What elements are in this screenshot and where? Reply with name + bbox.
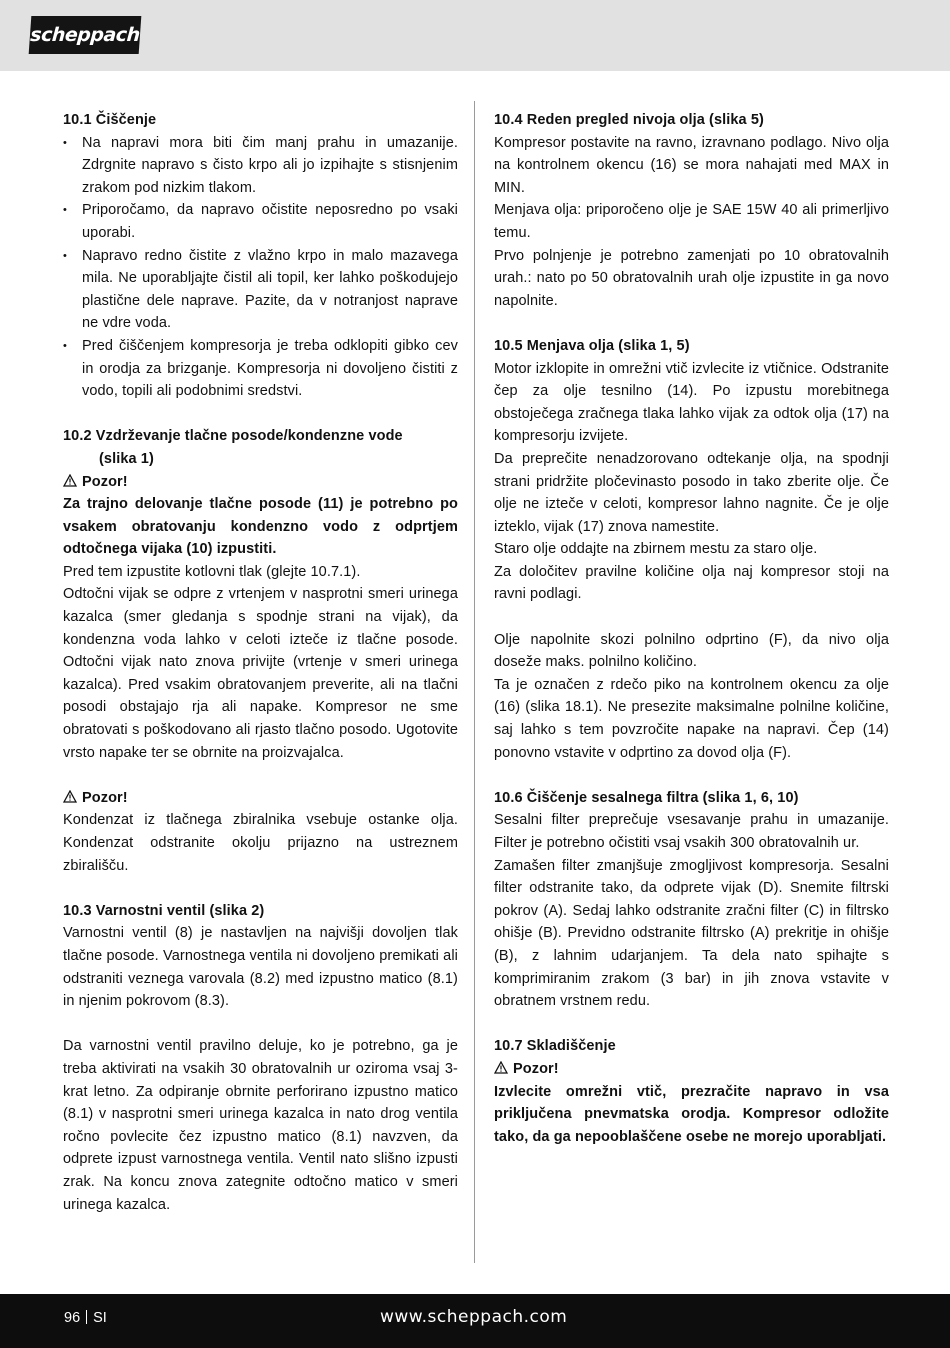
page-footer: [0, 1294, 950, 1348]
warning-heading: [494, 1058, 889, 1081]
paragraph: Da varnostni ventil pravilno deluje, ko je potrebno, ga je treba aktivirati na vsakih 30 obratovalnih ur oziroma vsaj 3-krat letno. Za odpiranje obrnite perforirano izpustno matico (8.1) v nasprotni smeri urinega kazalca in nato drog ventila ročno povlecite čez izpustno matico (8.1) navzven, da odprete izpust varnostnega ventila. Ventil nato slišno izpusti zrak. Na koncu znova zategnite odtočno matico v smeri urinega kazalca.: [63, 1038, 458, 1213]
paragraph: Da preprečite nenadzorovano odtekanje olja, na spodnji strani pridržite pločevinasto posodo in tako zberite olje. Če olje ne izteče v celoti, kompresor lahno nagnite. Če je olje izteklo, vijak (17) znova namestite.: [494, 450, 889, 535]
page-indicator: [64, 1310, 107, 1326]
paragraph: Pred tem izpustite kotlovni tlak (glejte 10.7.1).: [63, 563, 361, 580]
warning-triangle-icon: [63, 790, 77, 803]
section-10-5-title: 10.5 Menjava olja (slika 1, 5): [494, 337, 690, 354]
website-link[interactable]: www.scheppach.com: [380, 1307, 568, 1327]
language-code: SI: [93, 1310, 107, 1326]
section-10-3-title: 10.3 Varnostni ventil (slika 2): [63, 902, 265, 919]
list-item: • Priporočamo, da napravo očistite neposredno po vsaki uporabi.: [63, 199, 458, 244]
left-column: [63, 109, 458, 1216]
warning-triangle-icon: [494, 1061, 508, 1074]
paragraph: Menjava olja: priporočeno olje je SAE 15W 40 ali primerljivo temu.: [494, 202, 889, 241]
paragraph: Prvo polnjenje je potrebno zamenjati po 10 obratovalnih urah.: nato po 50 obratovalnih urah olje izpustite in ga novo napolnite.: [494, 247, 889, 309]
warning-heading: [63, 471, 458, 494]
section-10-4-title: 10.4 Reden pregled nivoja olja (slika 5): [494, 112, 764, 128]
paragraph: Odtočni vijak se odpre z vrtenjem v nasprotni smeri urinega kazalca (smer gledanja s spodnje strani na vijak), da kondenzna voda lahko v celoti izteče iz tlačne posode. Odtočni vijak nato znova privijte (vrtenje v smeri urinega kazalca). Pred vsakim obratovanjem preverite, ali na tlačni posodi obstajajo rja ali napake. Kompresor ne sme obratovati s poškodovano ali rjasto tlačno posodo. Ugotovite vrsto napake ter se obrnite na proizvajalca.: [63, 586, 458, 761]
column-divider: [474, 101, 475, 1263]
list-item: • Napravo redno čistite z vlažno krpo in malo mazavega mila. Ne uporabljajte čistil ali topil, ker lahko poškodujejo plastične dele naprave. Pazite, da v notranjost naprave ne vdre voda.: [63, 245, 458, 335]
section-10-2-subtitle: (slika 1): [99, 450, 154, 467]
warning-heading: [63, 787, 458, 810]
warning-label: Pozor!: [82, 473, 128, 490]
paragraph: Kompresor postavite na ravno, izravnano podlago. Nivo olja na kontrolnem okencu (16) se mora nahajati med MAX in MIN.: [494, 134, 889, 196]
storage-warning-text: Izvlecite omrežni vtič, prezračite napravo in vsa priključena pnevmatska orodja. Kompresor odložite tako, da ga nepooblaščene osebe ne morejo uporabljati.: [494, 1083, 889, 1145]
paragraph: Staro olje oddajte na zbirnem mestu za staro olje.: [494, 541, 818, 558]
warning-triangle-icon: [63, 474, 77, 487]
list-item: • Na napravi mora biti čim manj prahu in umazanije. Zdrgnite napravo s čisto krpo ali jo izpihajte s stisnjenim zrakom pod nizkim tlakom.: [63, 132, 458, 200]
paragraph: Varnostni ventil (8) je nastavljen na najvišji dovoljen tlak tlačne posode. Varnostnega ventila ni dovoljeno premikati ali odstraniti veznega varovala (8.2) med izpustno matico (8.1) in njenim pokrovom (8.3).: [63, 925, 458, 1010]
warning-label: Pozor!: [513, 1060, 559, 1077]
paragraph: Zamašen filter zmanjšuje zmogljivost kompresorja. Sesalni filter odstranite tako, da odprete vijak (D). Snemite filtrski pokrov (A). Sedaj lahko odstranite zračni filter (C) in filtrsko ohišje (B). Previdno odstranite filtrsko (A) prekritje in ohišje (B), z lahnim udarjanjem. Ta dela nato spihajte s komprimiranim zrakom (3 bar) in jih znova vstavite v obratnem vrstnem redu.: [494, 857, 889, 1010]
section-10-2-title: 10.2 Vzdrževanje tlačne posode/kondenzne vode: [63, 428, 403, 445]
paragraph: Za določitev pravilne količine olja naj kompresor stoji na ravni podlagi.: [494, 563, 889, 603]
page-header: [0, 0, 950, 71]
separator: [86, 1310, 87, 1324]
section-10-7-title: 10.7 Skladiščenje: [494, 1038, 616, 1055]
cleaning-bullet-list: [63, 132, 458, 403]
scheppach-logo: scheppach: [29, 16, 142, 54]
section-10-1-title: 10.1 Čiščenje: [63, 112, 157, 128]
paragraph: Sesalni filter preprečuje vsesavanje prahu in umazanije. Filter je potrebno očistiti vsaj vsakih 300 obratovalnih ur.: [494, 812, 889, 851]
paragraph: Olje napolnite skozi polnilno odprtino (F), da nivo olja doseže maks. polnilno količino.: [494, 631, 889, 671]
page-number: 96: [64, 1310, 81, 1326]
paragraph: Ta je označen z rdečo piko na kontrolnem okencu za olje (16) (slika 18.1). Ne presezite maksimalne polnilne količine, saj lahko s tem povzročite napake na napravi. Čep (14) ponovno vstavite v odprtino za dovod olja (F).: [494, 676, 889, 761]
right-column: [494, 109, 889, 1148]
warning-label: Pozor!: [82, 789, 128, 806]
paragraph: Motor izklopite in omrežni vtič izvlecite iz vtičnice. Odstranite čep za olje tesnilno (14). Po izpustu morebitnega obstoječega zračnega tlaka lahko vijak za odtok olja (17) na kompresorju izvijete.: [494, 360, 889, 445]
list-item: • Pred čiščenjem kompresorja je treba odklopiti gibko cev in orodja za brizganje. Kompresorja ni dovoljeno čistiti z vodo, topili ali podobnimi sredstvi.: [63, 335, 458, 403]
condensate-warning-text: Za trajno delovanje tlačne posode (11) je potrebno po vsakem obratovanju kondenzno vodo z odprtjem odtočnega vijaka (10) izpustiti.: [63, 496, 458, 558]
paragraph: Kondenzat iz tlačnega zbiralnika vsebuje ostanke olja. Kondenzat odstranite okolju prijazno na ustreznem zbirališču.: [63, 812, 458, 874]
section-10-6-title: 10.6 Čiščenje sesalnega filtra (slika 1, 6, 10): [494, 789, 799, 806]
